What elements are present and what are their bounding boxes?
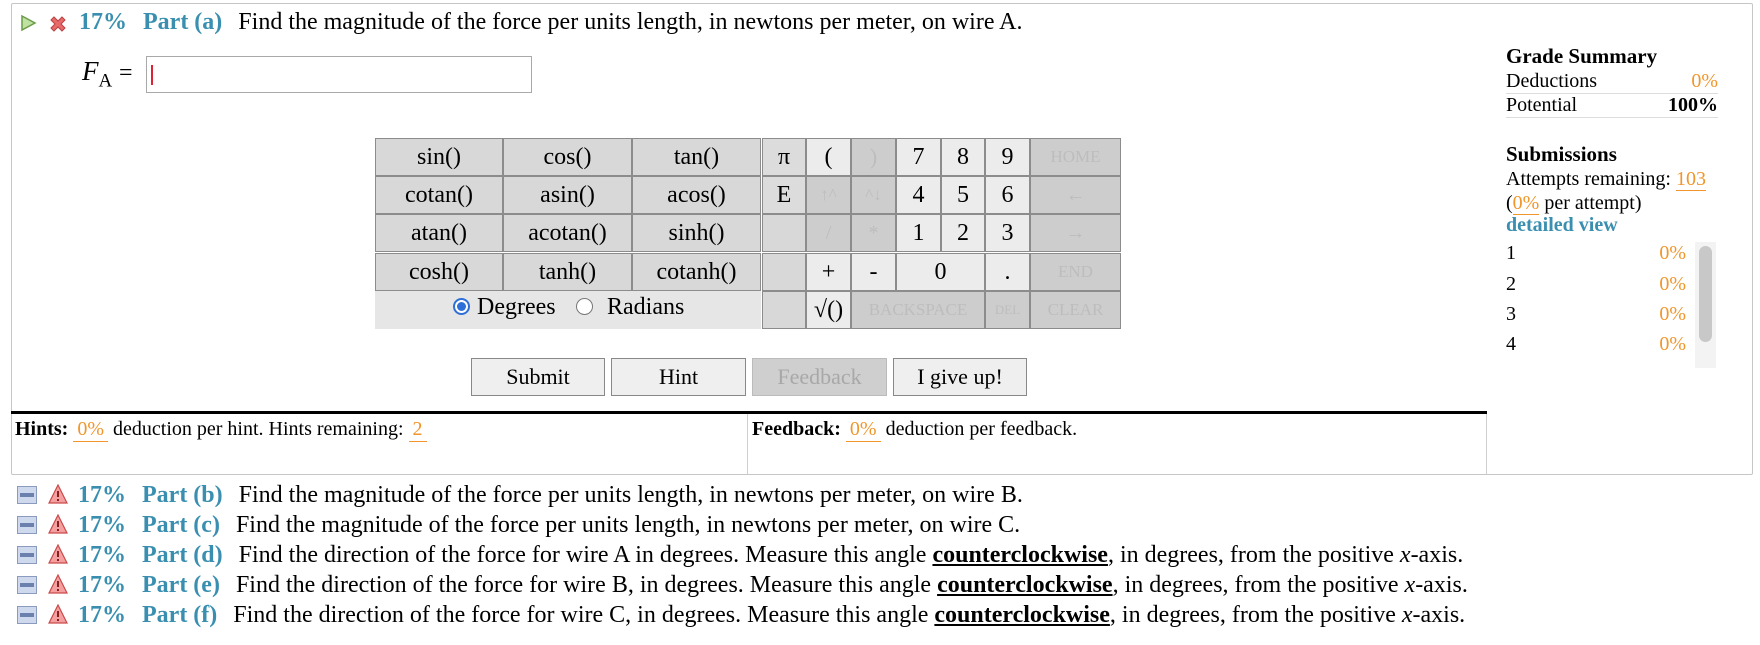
part-question-end: -axis. [1410,542,1464,568]
list-item [1506,303,1686,326]
part-emphasis: counterclockwise [937,572,1113,598]
per-attempt-value: 0% [1512,192,1540,214]
deductions-row [1506,70,1718,94]
potential-row [1506,94,1718,118]
key-cursor-left: ← [1030,176,1121,214]
submissions-list [1506,242,1718,368]
collapse-icon[interactable] [17,546,37,564]
submit-button[interactable]: Submit [471,358,605,396]
key-blank [762,291,806,329]
key-e[interactable]: E [762,176,806,214]
warning-icon [48,544,68,564]
key-superscript-up: ↑^ [806,176,851,214]
give-up-button[interactable]: I give up! [893,358,1027,396]
part-percent: 17% [78,602,126,628]
axis-name: x [1404,572,1416,598]
hints-feedback-divider [11,411,1487,414]
key-4[interactable]: 4 [896,176,941,214]
key-decimal[interactable]: . [985,253,1030,291]
key-sinh[interactable]: sinh() [632,214,761,252]
list-item [1506,242,1686,265]
potential-value: 100% [1668,94,1718,116]
part-percent: 17% [78,482,126,508]
key-blank [762,214,806,252]
part-question: Find the magnitude of the force per units length, in newtons per meter, on wire B. [238,482,1023,508]
submission-value: 0% [1659,273,1686,295]
answer-label-subscript: A [98,70,113,92]
list-item [1506,273,1686,296]
hints-label: Hints: [15,418,69,440]
axis-name: x [1399,542,1411,568]
part-question-cont: , in degrees, from the positive [1112,572,1399,598]
hints-info [15,418,427,442]
hint-button[interactable]: Hint [611,358,746,396]
submissions-title: Submissions [1506,142,1617,166]
part-percent: 17% [78,572,126,598]
part-label: Part (b) [142,482,223,508]
key-open-paren[interactable]: ( [806,138,851,176]
warning-icon [48,604,68,624]
key-minus[interactable]: - [851,253,896,291]
x-icon [47,13,69,35]
answer-label-symbol: F [82,56,99,86]
key-5[interactable]: 5 [941,176,985,214]
part-question-cont: , in degrees, from the positive [1107,542,1394,568]
part-question-end: -axis. [1412,602,1466,628]
key-acotan[interactable]: acotan() [503,214,632,252]
submission-value: 0% [1659,303,1686,325]
answer-label-equals: = [118,60,133,86]
hints-feedback-right-edge [1486,414,1487,474]
part-percent: 17% [78,512,126,538]
part-d-question-row [78,540,1463,570]
hints-deduction-text: deduction per hint. Hints remaining: [113,418,404,440]
part-emphasis: counterclockwise [934,602,1110,628]
per-attempt-open: ( [1506,192,1513,214]
potential-label: Potential [1506,94,1578,116]
part-question: Find the magnitude of the force per units length, in newtons per meter, on wire C. [235,512,1021,538]
submission-number: 2 [1506,273,1516,295]
text-caret [151,65,153,85]
part-b-question-row [78,480,1023,510]
play-icon[interactable] [19,14,37,32]
part-f-question-row [78,600,1465,630]
grade-summary-title: Grade Summary [1506,44,1658,68]
key-end: END [1030,253,1121,291]
degrees-radio[interactable] [453,298,470,315]
key-atan[interactable]: atan() [375,214,503,252]
axis-name: x [1401,602,1413,628]
answer-input[interactable] [146,56,532,93]
key-8[interactable]: 8 [941,138,985,176]
key-cotanh[interactable]: cotanh() [632,253,761,291]
part-e-question-row [78,570,1468,600]
feedback-deduction: 0% [846,418,881,442]
part-question-cont: , in degrees, from the positive [1109,602,1396,628]
key-pi[interactable]: π [762,138,806,176]
key-close-paren: ) [851,138,896,176]
part-label: Part (f) [142,602,218,628]
radians-label: Radians [607,294,685,320]
attempts-remaining [1506,168,1706,191]
part-a-label: Part (a) [143,9,223,35]
key-superscript-down: ^↓ [851,176,896,214]
key-del: DEL [985,291,1030,329]
submission-value: 0% [1659,333,1686,355]
feedback-label: Feedback: [752,418,841,440]
part-label: Part (e) [142,572,220,598]
part-question: Find the direction of the force for wire A in degrees. Measure this angle [238,542,927,568]
feedback-button: Feedback [752,358,887,396]
part-question-end: -axis. [1415,572,1468,598]
key-7[interactable]: 7 [896,138,941,176]
key-clear: CLEAR [1030,291,1121,329]
radians-radio[interactable] [576,298,593,315]
key-multiply: * [851,214,896,252]
key-cursor-right: → [1030,214,1121,252]
collapse-icon[interactable] [17,576,37,594]
deductions-value: 0% [1691,70,1718,92]
key-2[interactable]: 2 [941,214,985,252]
part-emphasis: counterclockwise [932,542,1108,568]
submission-value: 0% [1659,242,1686,264]
collapse-icon[interactable] [17,516,37,534]
key-9[interactable]: 9 [985,138,1030,176]
key-1[interactable]: 1 [896,214,941,252]
detailed-view-link[interactable]: detailed view [1506,214,1618,236]
warning-icon [48,514,68,534]
feedback-deduction-text: deduction per feedback. [885,418,1078,440]
part-question: Find the direction of the force for wire C, in degrees. Measure this angle [233,602,929,628]
part-label: Part (d) [142,542,223,568]
key-blank [762,253,806,291]
key-cos[interactable]: cos() [503,138,632,176]
key-0[interactable]: 0 [896,253,985,291]
per-attempt-text: per attempt) [1544,192,1642,214]
part-a-question-row [79,7,1022,37]
collapse-icon[interactable] [17,606,37,624]
list-item [1506,333,1686,356]
part-question: Find the direction of the force for wire B, in degrees. Measure this angle [235,572,932,598]
key-plus[interactable]: + [806,253,851,291]
submission-number: 3 [1506,303,1516,325]
hints-deduction: 0% [73,418,108,442]
degrees-label: Degrees [477,294,556,320]
feedback-info [752,418,1077,442]
key-sin[interactable]: sin() [375,138,503,176]
answer-label [82,56,133,92]
key-divide: / [806,214,851,252]
per-attempt [1506,192,1642,215]
key-6[interactable]: 6 [985,176,1030,214]
warning-icon [48,484,68,504]
part-a-question: Find the magnitude of the force per units length, in newtons per meter, on wire A. [238,9,1023,35]
collapse-icon[interactable] [17,486,37,504]
warning-icon [48,574,68,594]
deductions-label: Deductions [1506,70,1598,92]
angle-mode-row [375,291,761,329]
key-cotan[interactable]: cotan() [375,176,503,214]
key-home: HOME [1030,138,1121,176]
key-asin[interactable]: asin() [503,176,632,214]
part-c-question-row [78,510,1020,540]
key-tanh[interactable]: tanh() [503,253,632,291]
key-acos[interactable]: acos() [632,176,761,214]
part-percent: 17% [78,542,126,568]
submission-number: 1 [1506,242,1516,264]
key-3[interactable]: 3 [985,214,1030,252]
attempts-value: 103 [1675,168,1706,190]
key-cosh[interactable]: cosh() [375,253,503,291]
attempts-label: Attempts remaining: [1506,168,1671,190]
key-sqrt[interactable]: √() [806,291,851,329]
part-a-percent: 17% [79,9,127,35]
hints-remaining: 2 [409,418,427,442]
hints-feedback-separator [747,414,748,474]
key-tan[interactable]: tan() [632,138,761,176]
submission-number: 4 [1506,333,1516,355]
key-backspace: BACKSPACE [851,291,985,329]
part-label: Part (c) [142,512,220,538]
